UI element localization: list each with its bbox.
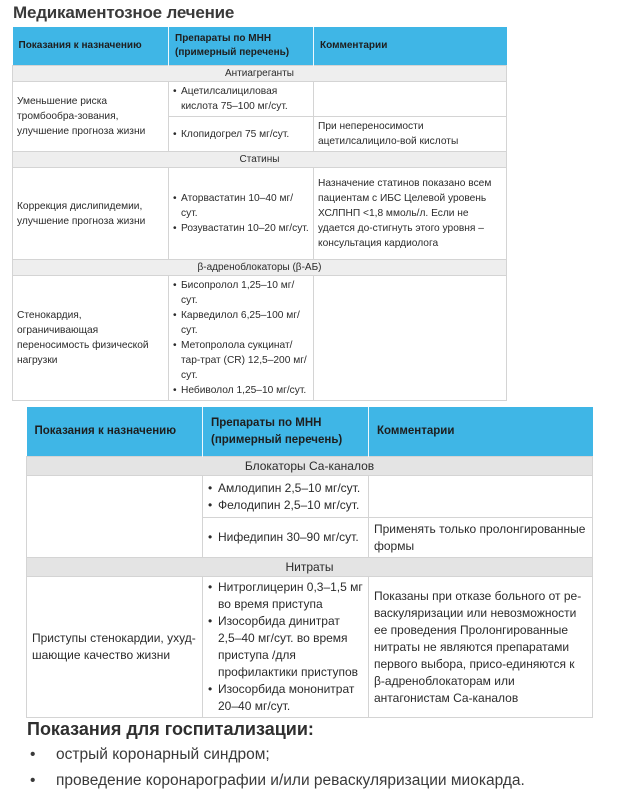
drug-list	[173, 84, 309, 114]
indication-cell: Приступы стенокардии, ухуд-шающие качество жизни	[27, 577, 203, 718]
indication-cell	[27, 476, 203, 558]
drug-list	[208, 579, 363, 715]
table-row	[13, 168, 507, 260]
column-header-drugs: Препараты по МНН (примерный перечень)	[169, 27, 314, 66]
column-header-indication: Показания к назначению	[13, 27, 169, 66]
drug-item: • Розувастатин 10–20 мг/сут.	[173, 221, 309, 236]
table-row	[27, 577, 593, 718]
table-row	[27, 476, 593, 518]
column-header-comments: Комментарии	[369, 407, 593, 457]
drug-item: • Нитроглицерин 0,3–1,5 мг во время приступа	[208, 579, 363, 613]
drug-list	[173, 127, 309, 142]
comment-cell: Применять только пролонгированные формы	[369, 518, 593, 558]
group-row-ca-channel-blockers	[27, 457, 593, 476]
drugs-cell	[169, 168, 314, 260]
table-row	[13, 82, 507, 117]
drug-item: • Фелодипин 2,5–10 мг/сут.	[208, 497, 363, 514]
comment-cell: При непереносимости ацетилсалицило-вой кислоты	[314, 117, 507, 152]
comment-cell: Показаны при отказе больного от ре-васкуляризации или невозможности ее проведения Пролонгированные нитраты не являются препаратами первого выбора, присо-единяются к β-адреноблокаторам или антагонистам Са-каналов	[369, 577, 593, 718]
drug-item: • Изосорбида мононитрат 20–40 мг/сут.	[208, 681, 363, 715]
treatment-table-2	[26, 407, 593, 718]
indication-cell: Уменьшение риска тромбообра-зования, улучшение прогноза жизни	[13, 82, 169, 152]
column-header-comments: Комментарии	[314, 27, 507, 66]
drugs-cell	[169, 276, 314, 401]
drug-list	[173, 191, 309, 236]
drug-item: • Нифедипин 30–90 мг/сут.	[208, 529, 363, 546]
drug-item: • Амлодипин 2,5–10 мг/сут.	[208, 480, 363, 497]
drug-item: • Небиволол 1,25–10 мг/сут.	[173, 383, 309, 398]
comment-cell: Назначение статинов показано всем пациентам с ИБС Целевой уровень ХСЛПНП <1,8 ммоль/л. Если не удается до-стигнуть этого уровня – консультация кардиолога	[314, 168, 507, 260]
table-header-row	[13, 27, 507, 66]
drugs-cell	[169, 117, 314, 152]
column-header-indication: Показания к назначению	[27, 407, 203, 457]
group-label: Нитраты	[27, 558, 593, 577]
drugs-cell	[203, 476, 369, 518]
group-label: β-адреноблокаторы (β-АБ)	[13, 260, 507, 276]
drug-item: • Бисопролол 1,25–10 мг/сут.	[173, 278, 309, 308]
hospitalization-heading: Показания для госпитализации:	[27, 719, 314, 739]
list-item: • острый коронарный синдром;	[30, 742, 525, 768]
drugs-cell	[169, 82, 314, 117]
drug-list	[208, 529, 363, 546]
indication-cell: Коррекция дислипидемии, улучшение прогноза жизни	[13, 168, 169, 260]
group-label: Статины	[13, 152, 507, 168]
comment-cell	[314, 82, 507, 117]
comment-cell	[314, 276, 507, 401]
drugs-cell	[203, 518, 369, 558]
drug-item: • Карведилол 6,25–100 мг/сут.	[173, 308, 309, 338]
drug-item: • Ацетилсалициловая кислота 75–100 мг/сут.	[173, 84, 309, 114]
indication-cell: Стенокардия, ограничивающая переносимость физической нагрузки	[13, 276, 169, 401]
group-row-statins	[13, 152, 507, 168]
drug-list	[173, 278, 309, 398]
drug-item: • Клопидогрел 75 мг/сут.	[173, 127, 309, 142]
comment-cell	[369, 476, 593, 518]
drug-item: • Аторвастатин 10–40 мг/сут.	[173, 191, 309, 221]
group-row-beta-blockers	[13, 260, 507, 276]
group-label: Антиагреганты	[13, 66, 507, 82]
group-row-antiplatelets	[13, 66, 507, 82]
table-header-row	[27, 407, 593, 457]
drug-list	[208, 480, 363, 514]
drugs-cell	[203, 577, 369, 718]
column-header-drugs: Препараты по МНН (примерный перечень)	[203, 407, 369, 457]
drug-item: • Изосорбида динитрат 2,5–40 мг/сут. во время приступа /для профилактики приступов	[208, 613, 363, 681]
hospitalization-list	[30, 742, 525, 794]
table-row	[13, 276, 507, 401]
group-label: Блокаторы Са-каналов	[27, 457, 593, 476]
list-item: • проведение коронарографии и/или реваскуляризации миокарда.	[30, 768, 525, 794]
drug-item: • Метопролола сукцинат/тар-трат (CR) 12,5–200 мг/сут.	[173, 338, 309, 383]
page-title: Медикаментозное лечение	[13, 3, 235, 22]
treatment-table-1	[12, 27, 507, 401]
group-row-nitrates	[27, 558, 593, 577]
